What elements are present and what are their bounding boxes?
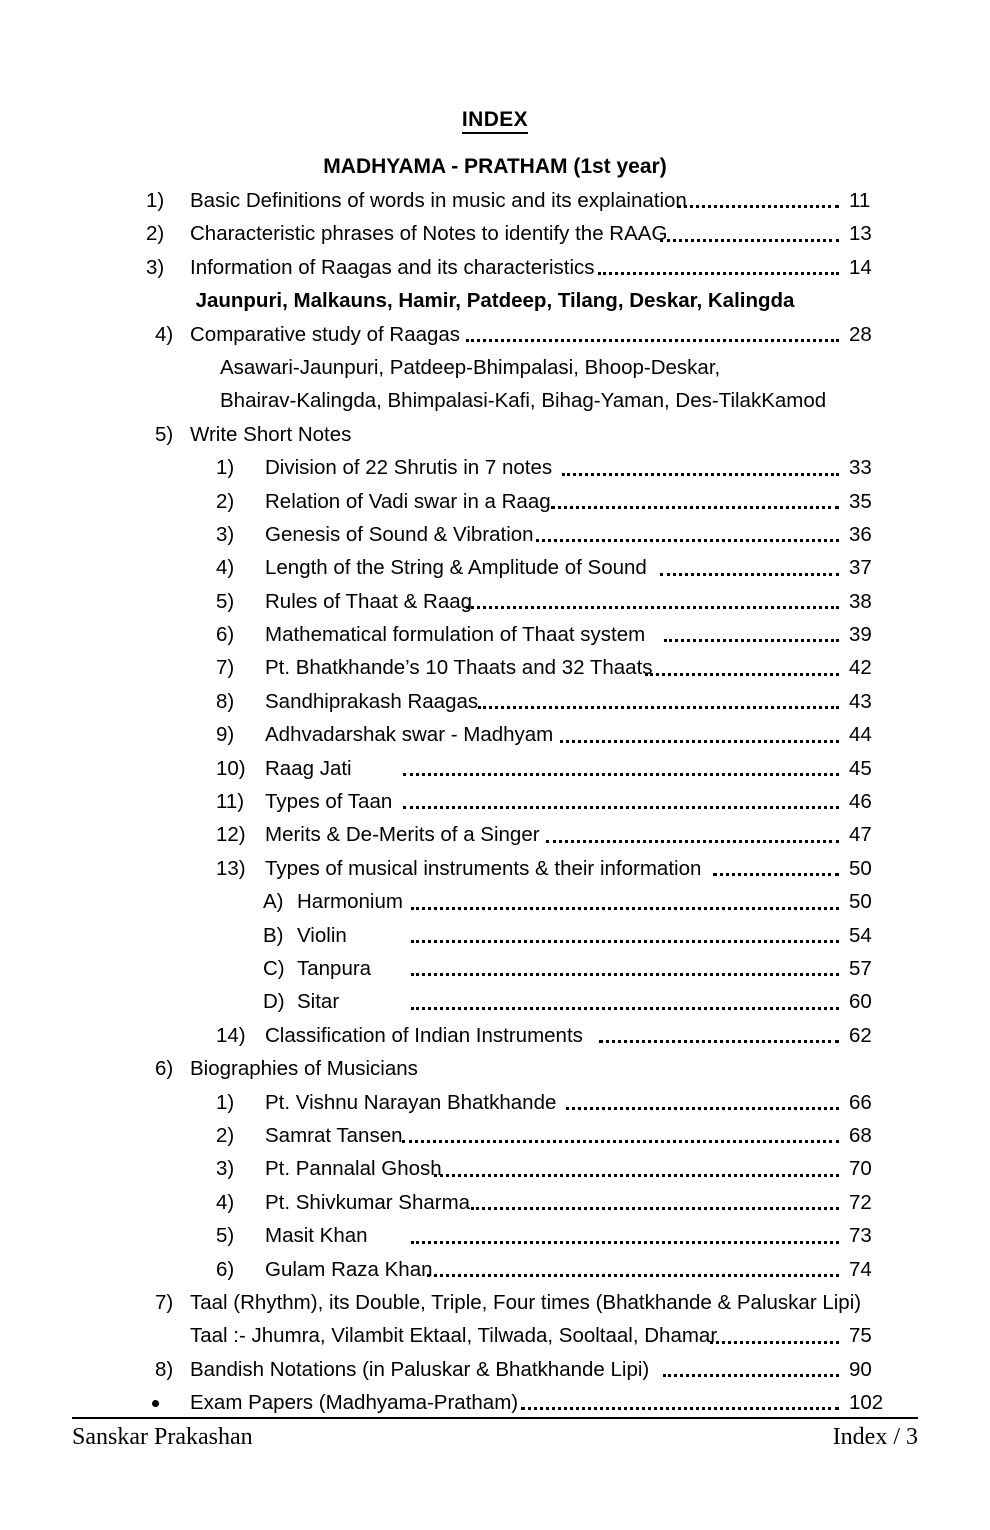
toc-row[interactable] bbox=[0, 618, 990, 651]
toc-row[interactable] bbox=[0, 985, 990, 1018]
item-number: 7) bbox=[216, 656, 235, 680]
item-number: 6) bbox=[216, 623, 235, 647]
item-page-number: 72 bbox=[849, 1190, 872, 1214]
dot-leader bbox=[478, 706, 839, 709]
item-page-number: 46 bbox=[849, 790, 872, 814]
item-number: 5) bbox=[155, 422, 174, 446]
item-page-number: 70 bbox=[849, 1157, 872, 1181]
item-label: Comparative study of Raagas bbox=[190, 322, 461, 346]
item-number: 12) bbox=[216, 823, 246, 847]
footer-page-label: Index / 3 bbox=[832, 1424, 918, 1450]
item-number: 5) bbox=[216, 1224, 235, 1248]
footer-divider bbox=[72, 1417, 918, 1419]
item-number: 10) bbox=[216, 756, 246, 780]
item-page-number: 73 bbox=[849, 1224, 872, 1248]
toc-row[interactable] bbox=[0, 785, 990, 818]
item-page-number: 42 bbox=[849, 656, 872, 680]
toc-row[interactable] bbox=[0, 818, 990, 851]
item-page-number: 44 bbox=[849, 723, 872, 747]
dot-leader bbox=[536, 539, 839, 542]
toc-row[interactable] bbox=[0, 1319, 990, 1352]
taal-sub-label: Taal :- Jhumra, Vilambit Ektaal, Tilwada, Sooltaal, Dhamar bbox=[190, 1324, 718, 1348]
item-number: 2) bbox=[146, 222, 165, 246]
item-page-number: 75 bbox=[849, 1324, 872, 1348]
item-page-number: 11 bbox=[849, 189, 871, 212]
dot-leader bbox=[660, 239, 839, 242]
item-page-number: 13 bbox=[849, 222, 872, 246]
dot-leader bbox=[411, 1241, 839, 1244]
toc-row[interactable] bbox=[0, 1086, 990, 1119]
item-number: 3) bbox=[216, 1157, 235, 1181]
page-title bbox=[0, 108, 990, 132]
toc-row[interactable] bbox=[0, 685, 990, 718]
item-label: Pt. Vishnu Narayan Bhatkhande bbox=[265, 1090, 557, 1114]
toc-note-row bbox=[0, 384, 990, 417]
dot-leader bbox=[710, 1341, 839, 1344]
toc-row[interactable] bbox=[0, 1119, 990, 1152]
dot-leader bbox=[427, 1274, 839, 1277]
toc-row[interactable] bbox=[0, 585, 990, 618]
item-page-number: 47 bbox=[849, 823, 872, 847]
toc-note-row bbox=[0, 284, 990, 317]
item-label: Exam Papers (Madhyama-Pratham) bbox=[190, 1391, 519, 1415]
dot-leader bbox=[403, 773, 839, 776]
item-label: Length of the String & Amplitude of Sound bbox=[265, 556, 647, 580]
dot-leader bbox=[466, 606, 839, 609]
item-label: Types of Taan bbox=[265, 790, 393, 814]
item-page-number: 66 bbox=[849, 1090, 872, 1114]
toc-row[interactable] bbox=[0, 451, 990, 484]
item-label: Adhvadarshak swar - Madhyam bbox=[265, 723, 554, 747]
item-label: Classification of Indian Instruments bbox=[265, 1023, 583, 1047]
item-page-number: 54 bbox=[849, 923, 872, 947]
item-label: Tanpura bbox=[297, 956, 372, 980]
comparative-raags-line-2: Bhairav-Kalingda, Bhimpalasi-Kafi, Bihag-Yaman, Des-TilakKamod bbox=[220, 389, 827, 413]
item-label: Sitar bbox=[297, 990, 340, 1014]
item-number: 2) bbox=[216, 1123, 235, 1147]
toc-row[interactable] bbox=[0, 718, 990, 751]
item-number: 6) bbox=[216, 1257, 235, 1281]
item-page-number: 14 bbox=[849, 255, 872, 279]
item-label: Relation of Vadi swar in a Raag bbox=[265, 489, 551, 513]
toc-row[interactable] bbox=[0, 852, 990, 885]
dot-leader bbox=[560, 740, 839, 743]
toc-row[interactable] bbox=[0, 1386, 990, 1419]
item-number: 2) bbox=[216, 489, 235, 513]
item-label: Types of musical instruments & their information bbox=[265, 856, 702, 880]
item-label: Samrat Tansen bbox=[265, 1123, 403, 1147]
item-label: Masit Khan bbox=[265, 1224, 368, 1248]
item-label: Bandish Notations (in Paluskar & Bhatkhande Lipi) bbox=[190, 1357, 650, 1381]
table-of-contents bbox=[0, 184, 990, 1419]
toc-row[interactable] bbox=[0, 1286, 990, 1319]
item-number: 14) bbox=[216, 1023, 246, 1047]
item-label: Taal (Rhythm), its Double, Triple, Four times (Bhatkhande & Paluskar Lipi) bbox=[190, 1290, 862, 1314]
raag-list-note: Jaunpuri, Malkauns, Hamir, Patdeep, Tilang, Deskar, Kalingda bbox=[195, 289, 795, 313]
item-number: 4) bbox=[216, 556, 235, 580]
toc-row[interactable] bbox=[0, 651, 990, 684]
dot-leader bbox=[599, 1040, 839, 1043]
dot-leader bbox=[660, 573, 839, 576]
item-page-number: 74 bbox=[849, 1257, 872, 1281]
item-number: 8) bbox=[155, 1357, 174, 1381]
item-page-number: 35 bbox=[849, 489, 872, 513]
toc-row[interactable] bbox=[0, 1219, 990, 1252]
item-label: Write Short Notes bbox=[190, 422, 352, 446]
toc-row[interactable] bbox=[0, 418, 990, 451]
item-page-number: 50 bbox=[849, 890, 872, 914]
dot-leader bbox=[402, 1140, 839, 1143]
dot-leader bbox=[645, 673, 839, 676]
dot-leader bbox=[713, 873, 839, 876]
toc-row[interactable] bbox=[0, 485, 990, 518]
dot-leader bbox=[411, 940, 839, 943]
toc-row[interactable] bbox=[0, 518, 990, 551]
toc-row[interactable] bbox=[0, 217, 990, 250]
publisher-name: Sanskar Prakashan bbox=[72, 1424, 253, 1450]
item-page-number: 60 bbox=[849, 990, 872, 1014]
dot-leader bbox=[466, 339, 839, 342]
item-label: Raag Jati bbox=[265, 756, 352, 780]
dot-leader bbox=[677, 205, 839, 208]
toc-row[interactable] bbox=[0, 1019, 990, 1052]
item-page-number: 45 bbox=[849, 756, 872, 780]
bullet-icon bbox=[152, 1400, 159, 1407]
toc-note-row bbox=[0, 351, 990, 384]
dot-leader bbox=[471, 1207, 839, 1210]
toc-row[interactable] bbox=[0, 1253, 990, 1286]
dot-leader bbox=[562, 473, 839, 476]
dot-leader bbox=[551, 506, 839, 509]
item-number: 13) bbox=[216, 856, 246, 880]
item-number: 4) bbox=[155, 322, 174, 346]
item-number: 1) bbox=[146, 189, 165, 212]
item-page-number: 90 bbox=[849, 1357, 872, 1381]
item-label: Information of Raagas and its characteristics bbox=[190, 255, 595, 279]
item-number: 1) bbox=[216, 1090, 235, 1114]
item-number: 1) bbox=[216, 456, 235, 480]
item-label: Gulam Raza Khan bbox=[265, 1257, 433, 1281]
item-label: Characteristic phrases of Notes to identify the RAAG bbox=[190, 222, 668, 246]
toc-row[interactable] bbox=[0, 952, 990, 985]
toc-row[interactable] bbox=[0, 1353, 990, 1386]
dot-leader bbox=[664, 639, 839, 642]
toc-row[interactable] bbox=[0, 885, 990, 918]
item-label: Merits & De-Merits of a Singer bbox=[265, 823, 540, 847]
dot-leader bbox=[521, 1407, 839, 1410]
dot-leader bbox=[546, 840, 839, 843]
item-label: Biographies of Musicians bbox=[190, 1057, 418, 1081]
toc-row[interactable] bbox=[0, 919, 990, 952]
item-label: Basic Definitions of words in music and its explaination bbox=[190, 189, 687, 212]
item-number: 5) bbox=[216, 589, 235, 613]
item-number: A) bbox=[263, 890, 284, 914]
comparative-raags-line-1: Asawari-Jaunpuri, Patdeep-Bhimpalasi, Bhoop-Deskar, bbox=[220, 355, 721, 379]
item-label: Harmonium bbox=[297, 890, 403, 914]
toc-row[interactable] bbox=[0, 318, 990, 351]
item-number: 3) bbox=[146, 255, 165, 279]
dot-leader bbox=[566, 1107, 839, 1110]
dot-leader bbox=[411, 907, 839, 910]
toc-row[interactable] bbox=[0, 1152, 990, 1185]
item-label: Genesis of Sound & Vibration bbox=[265, 522, 534, 546]
item-page-number: 57 bbox=[849, 956, 872, 980]
item-page-number: 36 bbox=[849, 522, 872, 546]
item-number: 11) bbox=[216, 790, 245, 814]
item-page-number: 68 bbox=[849, 1123, 872, 1147]
item-page-number: 43 bbox=[849, 689, 872, 713]
item-number: D) bbox=[263, 990, 285, 1014]
dot-leader bbox=[598, 272, 839, 275]
item-page-number: 39 bbox=[849, 623, 872, 647]
dot-leader bbox=[434, 1174, 839, 1177]
toc-row[interactable] bbox=[0, 251, 990, 284]
item-label: Rules of Thaat & Raag bbox=[265, 589, 473, 613]
dot-leader bbox=[411, 1007, 839, 1010]
item-number: C) bbox=[263, 956, 285, 980]
item-label: Mathematical formulation of Thaat system bbox=[265, 623, 646, 647]
item-page-number: 38 bbox=[849, 589, 872, 613]
item-number: 6) bbox=[155, 1057, 174, 1081]
item-number: B) bbox=[263, 923, 284, 947]
item-number: 3) bbox=[216, 522, 235, 546]
dot-leader bbox=[411, 973, 839, 976]
item-number: 7) bbox=[155, 1290, 174, 1314]
toc-row[interactable] bbox=[0, 551, 990, 584]
item-label: Pt. Pannalal Ghosh bbox=[265, 1157, 442, 1181]
toc-row[interactable] bbox=[0, 1052, 990, 1085]
page-subtitle: MADHYAMA - PRATHAM (1st year) bbox=[323, 155, 667, 178]
toc-row[interactable] bbox=[0, 1186, 990, 1219]
toc-row[interactable] bbox=[0, 752, 990, 785]
item-label: Sandhiprakash Raagas bbox=[265, 689, 479, 713]
item-label: Pt. Bhatkhande’s 10 Thaats and 32 Thaats bbox=[265, 656, 653, 680]
item-page-number: 62 bbox=[849, 1023, 872, 1047]
item-page-number: 33 bbox=[849, 456, 872, 480]
dot-leader bbox=[403, 806, 839, 809]
item-label: Division of 22 Shrutis in 7 notes bbox=[265, 456, 553, 480]
item-number: 9) bbox=[216, 723, 235, 747]
dot-leader bbox=[663, 1374, 839, 1377]
item-page-number: 102 bbox=[849, 1391, 884, 1415]
toc-row[interactable] bbox=[0, 184, 990, 217]
item-label: Pt. Shivkumar Sharma bbox=[265, 1190, 471, 1214]
item-page-number: 50 bbox=[849, 856, 872, 880]
item-number: 8) bbox=[216, 689, 235, 713]
item-page-number: 37 bbox=[849, 556, 872, 580]
page-title-text: INDEX bbox=[462, 108, 528, 134]
item-number: 4) bbox=[216, 1190, 235, 1214]
item-page-number: 28 bbox=[849, 322, 872, 346]
item-label: Violin bbox=[297, 923, 347, 947]
